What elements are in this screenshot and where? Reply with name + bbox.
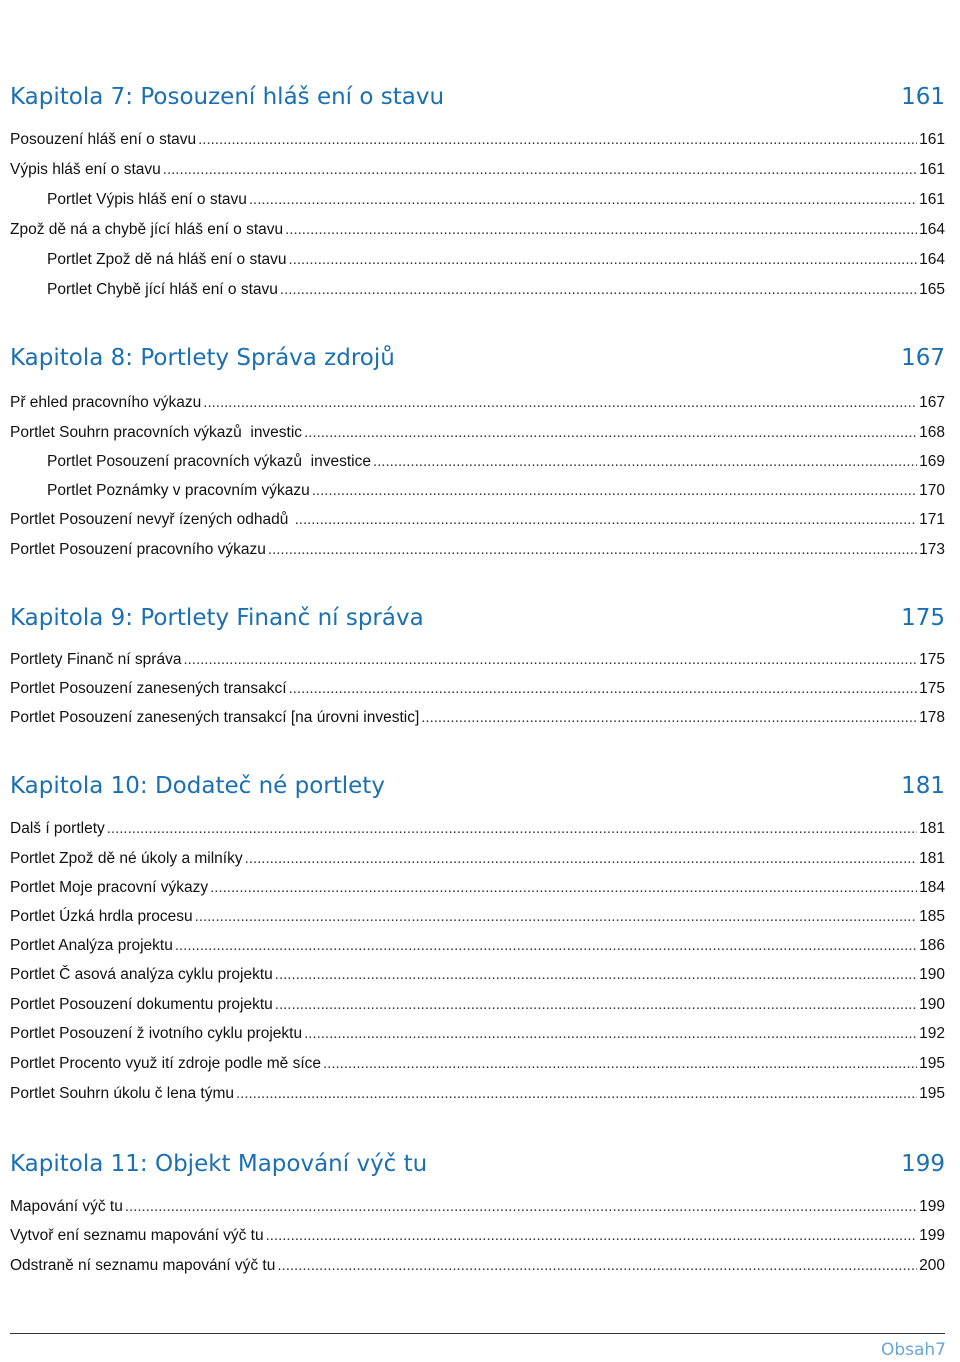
toc-entry[interactable] xyxy=(10,481,945,501)
dot-leader xyxy=(175,936,917,956)
toc-entry[interactable] xyxy=(10,1084,945,1104)
toc-entry-title: Portlet Posouzení pracovních výkazů investice xyxy=(47,453,371,470)
chapter-heading[interactable] xyxy=(10,345,945,371)
toc-entry-page-number: 190 xyxy=(919,966,945,983)
chapter-heading[interactable] xyxy=(10,773,945,799)
toc-entry-title: Portlet Chybě jící hláš ení o stavu xyxy=(47,281,278,298)
chapter-title: Kapitola 8: Portlety Správa zdrojů xyxy=(10,345,395,371)
toc-entry-page-number: 181 xyxy=(919,850,945,867)
dot-leader xyxy=(295,510,918,530)
dot-leader xyxy=(304,423,917,443)
toc-entry-page-number: 169 xyxy=(919,453,945,470)
toc-entry-page-number: 199 xyxy=(919,1198,945,1215)
toc-entry[interactable] xyxy=(10,1024,945,1044)
toc-entry[interactable] xyxy=(10,650,945,670)
toc-entry-page-number: 190 xyxy=(919,996,945,1013)
dot-leader xyxy=(245,849,918,869)
chapter-page-number: 161 xyxy=(901,84,945,110)
toc-entry[interactable] xyxy=(10,220,945,240)
toc-entry[interactable] xyxy=(10,1256,945,1276)
toc-entry[interactable] xyxy=(10,423,945,443)
toc-entry[interactable] xyxy=(10,130,945,150)
toc-entry-page-number: 185 xyxy=(919,908,945,925)
toc-entry[interactable] xyxy=(10,849,945,869)
toc-entry[interactable] xyxy=(10,878,945,898)
toc-entry-title: Portlet Poznámky v pracovním výkazu xyxy=(47,482,310,499)
dot-leader xyxy=(280,280,917,300)
dot-leader xyxy=(198,130,917,150)
toc-entry-page-number: 173 xyxy=(919,541,945,558)
toc-entry-page-number: 161 xyxy=(919,131,945,148)
toc-entry-title: Př ehled pracovního výkazu xyxy=(10,394,202,411)
toc-entry-title: Portlet Úzká hrdla procesu xyxy=(10,908,193,925)
chapter-heading[interactable] xyxy=(10,605,945,631)
toc-entry[interactable] xyxy=(10,160,945,180)
toc-entry-title: Odstraně ní seznamu mapování výč tu xyxy=(10,1257,276,1274)
toc-entry-page-number: 170 xyxy=(919,482,945,499)
dot-leader xyxy=(275,995,917,1015)
toc-entry-title: Portlety Finanč ní správa xyxy=(10,651,182,668)
toc-entry[interactable] xyxy=(10,907,945,927)
dot-leader xyxy=(266,1226,918,1246)
dot-leader xyxy=(249,190,917,210)
dot-leader xyxy=(289,679,918,699)
toc-entry-title: Portlet Zpož dě ná hláš ení o stavu xyxy=(47,251,287,268)
dot-leader xyxy=(289,250,918,270)
toc-entry[interactable] xyxy=(10,393,945,413)
toc-entry[interactable] xyxy=(10,819,945,839)
toc-entry[interactable] xyxy=(10,540,945,560)
toc-entry[interactable] xyxy=(10,280,945,300)
toc-entry[interactable] xyxy=(10,250,945,270)
toc-entry-page-number: 161 xyxy=(919,161,945,178)
toc-entry-page-number: 168 xyxy=(919,424,945,441)
toc-entry-title: Portlet Analýza projektu xyxy=(10,937,173,954)
dot-leader xyxy=(203,393,917,413)
toc-entry-title: Portlet Souhrn pracovních výkazů investic xyxy=(10,424,303,441)
toc-entry[interactable] xyxy=(10,965,945,985)
toc-entry-page-number: 186 xyxy=(919,937,945,954)
dot-leader xyxy=(268,540,917,560)
footer-page-label: Obsah7 xyxy=(880,1340,946,1360)
dot-leader xyxy=(275,965,917,985)
chapter-page-number: 175 xyxy=(901,605,945,631)
dot-leader xyxy=(236,1084,917,1104)
toc-entry-page-number: 195 xyxy=(919,1085,945,1102)
toc-entry-title: Portlet Č asová analýza cyklu projektu xyxy=(10,966,273,983)
toc-entry[interactable] xyxy=(10,1226,945,1246)
toc-entry-title: Zpož dě ná a chybě jící hláš ení o stavu xyxy=(10,221,284,238)
toc-entry-page-number: 178 xyxy=(919,709,945,726)
toc-entry-title: Dalš í portlety xyxy=(10,820,105,837)
toc-entry-page-number: 195 xyxy=(919,1055,945,1072)
toc-entry[interactable] xyxy=(10,1197,945,1217)
toc-entry-page-number: 164 xyxy=(919,221,945,238)
toc-entry-title: Posouzení hláš ení o stavu xyxy=(10,131,197,148)
toc-entry[interactable] xyxy=(10,452,945,472)
toc-entry-title: Výpis hláš ení o stavu xyxy=(10,161,161,178)
dot-leader xyxy=(373,452,917,472)
dot-leader xyxy=(125,1197,917,1217)
chapter-page-number: 181 xyxy=(901,773,945,799)
dot-leader xyxy=(163,160,917,180)
toc-entry-title: Portlet Posouzení pracovního výkazu xyxy=(10,541,266,558)
toc-entry-title: Portlet Posouzení zanesených transakcí [na úrovni investic] xyxy=(10,709,420,726)
toc-entry-page-number: 192 xyxy=(919,1025,945,1042)
toc-entry-title: Portlet Výpis hláš ení o stavu xyxy=(47,191,247,208)
toc-entry[interactable] xyxy=(10,936,945,956)
toc-entry-title: Portlet Zpož dě né úkoly a milníky xyxy=(10,850,243,867)
toc-entry-title: Portlet Posouzení zanesených transakcí xyxy=(10,680,287,697)
chapter-heading[interactable] xyxy=(10,84,945,110)
toc-entry-page-number: 175 xyxy=(919,680,945,697)
chapter-title: Kapitola 11: Objekt Mapování výč tu xyxy=(10,1151,428,1177)
toc-entry[interactable] xyxy=(10,1054,945,1074)
toc-entry-title: Portlet Posouzení ž ivotního cyklu projektu xyxy=(10,1025,303,1042)
toc-entry[interactable] xyxy=(10,510,945,530)
toc-entry-title: Portlet Posouzení dokumentu projektu xyxy=(10,996,273,1013)
dot-leader xyxy=(312,481,917,501)
dot-leader xyxy=(210,878,917,898)
chapter-page-number: 167 xyxy=(901,345,945,371)
toc-entry-title: Portlet Souhrn úkolu č lena týmu xyxy=(10,1085,235,1102)
toc-entry-page-number: 175 xyxy=(919,651,945,668)
toc-entry[interactable] xyxy=(10,995,945,1015)
toc-entry-page-number: 164 xyxy=(919,251,945,268)
dot-leader xyxy=(421,708,917,728)
chapter-heading[interactable] xyxy=(10,1151,945,1177)
toc-entry-page-number: 200 xyxy=(919,1257,945,1274)
toc-entry-title: Mapování výč tu xyxy=(10,1198,123,1215)
footer-divider xyxy=(10,1333,945,1334)
toc-entry-page-number: 199 xyxy=(919,1227,945,1244)
toc-entry-title: Portlet Moje pracovní výkazy xyxy=(10,879,209,896)
toc-entry-page-number: 181 xyxy=(919,820,945,837)
toc-entry-page-number: 184 xyxy=(919,879,945,896)
toc-entry-title: Portlet Procento využ ití zdroje podle mě síce xyxy=(10,1055,322,1072)
dot-leader xyxy=(277,1256,917,1276)
dot-leader xyxy=(183,650,917,670)
toc-entry-page-number: 167 xyxy=(919,394,945,411)
dot-leader xyxy=(285,220,917,240)
dot-leader xyxy=(323,1054,917,1074)
dot-leader xyxy=(195,907,917,927)
toc-entry[interactable] xyxy=(10,190,945,210)
chapter-title: Kapitola 10: Dodateč né portlety xyxy=(10,773,385,799)
toc-entry-title: Vytvoř ení seznamu mapování výč tu xyxy=(10,1227,264,1244)
toc-entry[interactable] xyxy=(10,708,945,728)
toc-entry-title: Portlet Posouzení nevyř ízených odhadů xyxy=(10,511,293,528)
dot-leader xyxy=(107,819,917,839)
chapter-title: Kapitola 7: Posouzení hláš ení o stavu xyxy=(10,84,445,110)
dot-leader xyxy=(304,1024,917,1044)
toc-entry[interactable] xyxy=(10,679,945,699)
chapter-page-number: 199 xyxy=(901,1151,945,1177)
toc-entry-page-number: 165 xyxy=(919,281,945,298)
chapter-title: Kapitola 9: Portlety Finanč ní správa xyxy=(10,605,424,631)
toc-entry-page-number: 161 xyxy=(919,191,945,208)
toc-entry-page-number: 171 xyxy=(919,511,945,528)
